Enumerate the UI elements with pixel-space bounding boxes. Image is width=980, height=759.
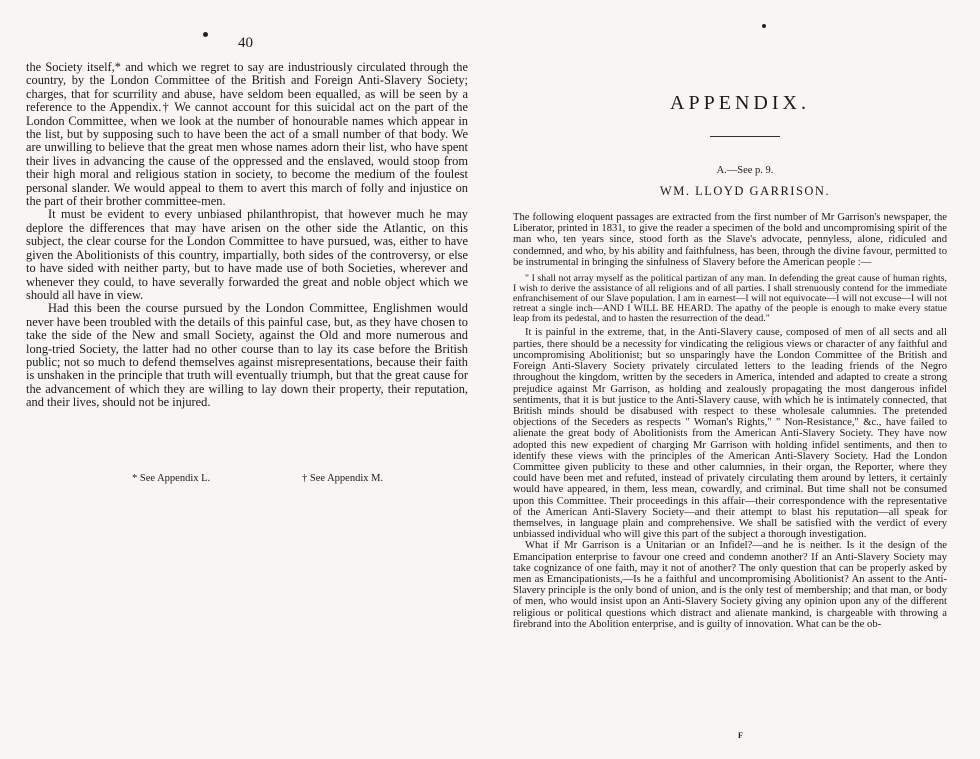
- ink-spot: [203, 32, 208, 37]
- divider: [710, 136, 780, 137]
- paragraph: It must be evident to every unbiased philanthropist, that however much he may deplore the differences that may have arisen on the other side the Atlantic, on this subject, the clear course for the London Committee to have pursued, was, either to have given the Abolitionists of this country, impartially, both sides of the controversy, or else to have sided with neither party, but to have made use of both Societies, wherever and whenever they could, to have severally forwarded the great and noble object which we should all have in view.: [26, 207, 468, 302]
- ink-spot: [762, 24, 766, 28]
- block-quote: " I shall not array myself as the political partizan of any man. In defending the great cause of human rights, I wish to derive the assistance of all religions and of all parties. I shall strenuously contend for the immediate enfranchisement of our Slave population. I am in earnest—I will not equivocate—I will not excuse—I will not retreat a single inch—AND I WILL BE HEARD. The apathy of the people is enough to make every statue leap from its pedestal, and to hasten the resurrection of the dead.": [513, 273, 947, 325]
- appendix-heading: APPENDIX.: [670, 92, 810, 114]
- signature-mark: F: [738, 731, 743, 740]
- paragraph: Had this been the course pursued by the London Committee, Englishmen would never have been troubled with the details of this painful case, but, as they have chosen to take the side of the New and small Society, against the Old and more numerous and long-tried Society, the latter had no other course than to lay its case before the British public; not so much to defend themselves against misrepresentations, because their faith is unshaken in the principle that truth will eventually triumph, but that the great cause for the advancement of which they are willing to lay down their property, their reputation, and their lives, should not be injured.: [26, 301, 468, 410]
- left-page-body: [26, 61, 468, 410]
- right-page: [490, 0, 980, 759]
- paragraph: It is painful in the extreme, that, in the Anti-Slavery cause, composed of men of all sects and all parties, there should be a necessity for vindicating the religious views or character of any faithful and uncompromising Abolitionist; but so unsparingly have the London Committee of the British and Foreign Anti-Slavery Society privately circulated letters to the leading friends of the Negro throughout the kingdom, written by the seceders in America, intended and adapted to create a strong prejudice against Mr Garrison, as holding and zealously propagating the most dangerous infidel sentiments, that it is but justice to the Anti-Slavery cause, with which he is intimately connected, that British minds should be disabused with respect to these wholesale calumnies. The pretended objections of the Seceders as respects " Woman's Rights," " Non-Resistance," &c., have failed to alienate the great body of Abolitionists from the American Anti-Slavery Society. They have now adopted this new expedient of charging Mr Garrison with holding infidel sentiments, and then to identify these views with the principles of the American Anti-Slavery Society. Had the London Committee given publicity to these and other calumnies, in their organ, the Reporter, where they could have been met and refuted, instead of privately circulating them around by letters, it certainly would have appeared, in them, less mean, cowardly, and criminal. But time shall not be consumed upon this Committee. Their proceedings in this affair—their correspondence with the representative of the American Anti-Slavery Society—and their attempt to blast his reputation—all speak for themselves, in language plain and comprehensive. We shall be satisfied with the verdict of every unbiassed individual who will give this part of the subject a thorough investigation.: [513, 327, 947, 541]
- footnote: * See Appendix L.: [132, 473, 211, 484]
- footnote: † See Appendix M.: [302, 473, 384, 484]
- paragraph: the Society itself,* and which we regret to say are industriously circulated through the country, by the London Committee of the British and Foreign Anti-Slavery Society; charges, that for scurrility and abuse, have seldom been equalled, as will be seen by a reference to the Appendix.† We cannot account for this suicidal act on the part of the London Committee, when we look at the number of honourable names which appear in the list, but by supposing such to have been the act of a small number of that body. We are unwilling to believe that the great men whose names adorn their list, who have spent their lives in advancing the cause of the oppressed and the enslaved, would stoop from their high moral and religious station in society, to become the medium of the foulest personal slander. We would appeal to them to avert this march of folly and injustice on the part of their brother committee-men.: [26, 60, 468, 209]
- page-number: 40: [238, 35, 253, 51]
- right-page-body: [513, 212, 947, 630]
- paragraph: What if Mr Garrison is a Unitarian or an Infidel?—and he is neither. Is it the design of the Emancipation enterprise to favour one creed and condemn another? If an Anti-Slavery Society may take cognizance of one faith, may it not of another? The only question that can be properly asked by men as Emancipationists,—Is he a faithful and uncompromising Abolitionist? An assent to the Anti-Slavery principle is the only bond of union, and is the only test of membership; and that man, or body of men, who would insist upon an Anti-Slavery Society giving any opinion upon any of the different religious or political questions which distract and alienate mankind, is chargeable with throwing a firebrand into the Abolition enterprise, and is guilty of innovation. What can be the ob-: [513, 540, 947, 630]
- section-subheading: WM. LLOYD GARRISON.: [659, 184, 831, 198]
- paragraph: The following eloquent passages are extracted from the first number of Mr Garrison's newspaper, the Liberator, printed in 1831, to give the reader a specimen of the bold and uncompromising spirit of the man who, ten years since, stood forth as the Slave's advocate, pennyless, alone, ridiculed and condemned, and who, by his ability and faithfulness, has been, through the divine favour, permitted to be instrumental in bringing the sinfulness of Slavery before the American people :—: [513, 212, 947, 268]
- section-reference: A.—See p. 9.: [716, 165, 774, 176]
